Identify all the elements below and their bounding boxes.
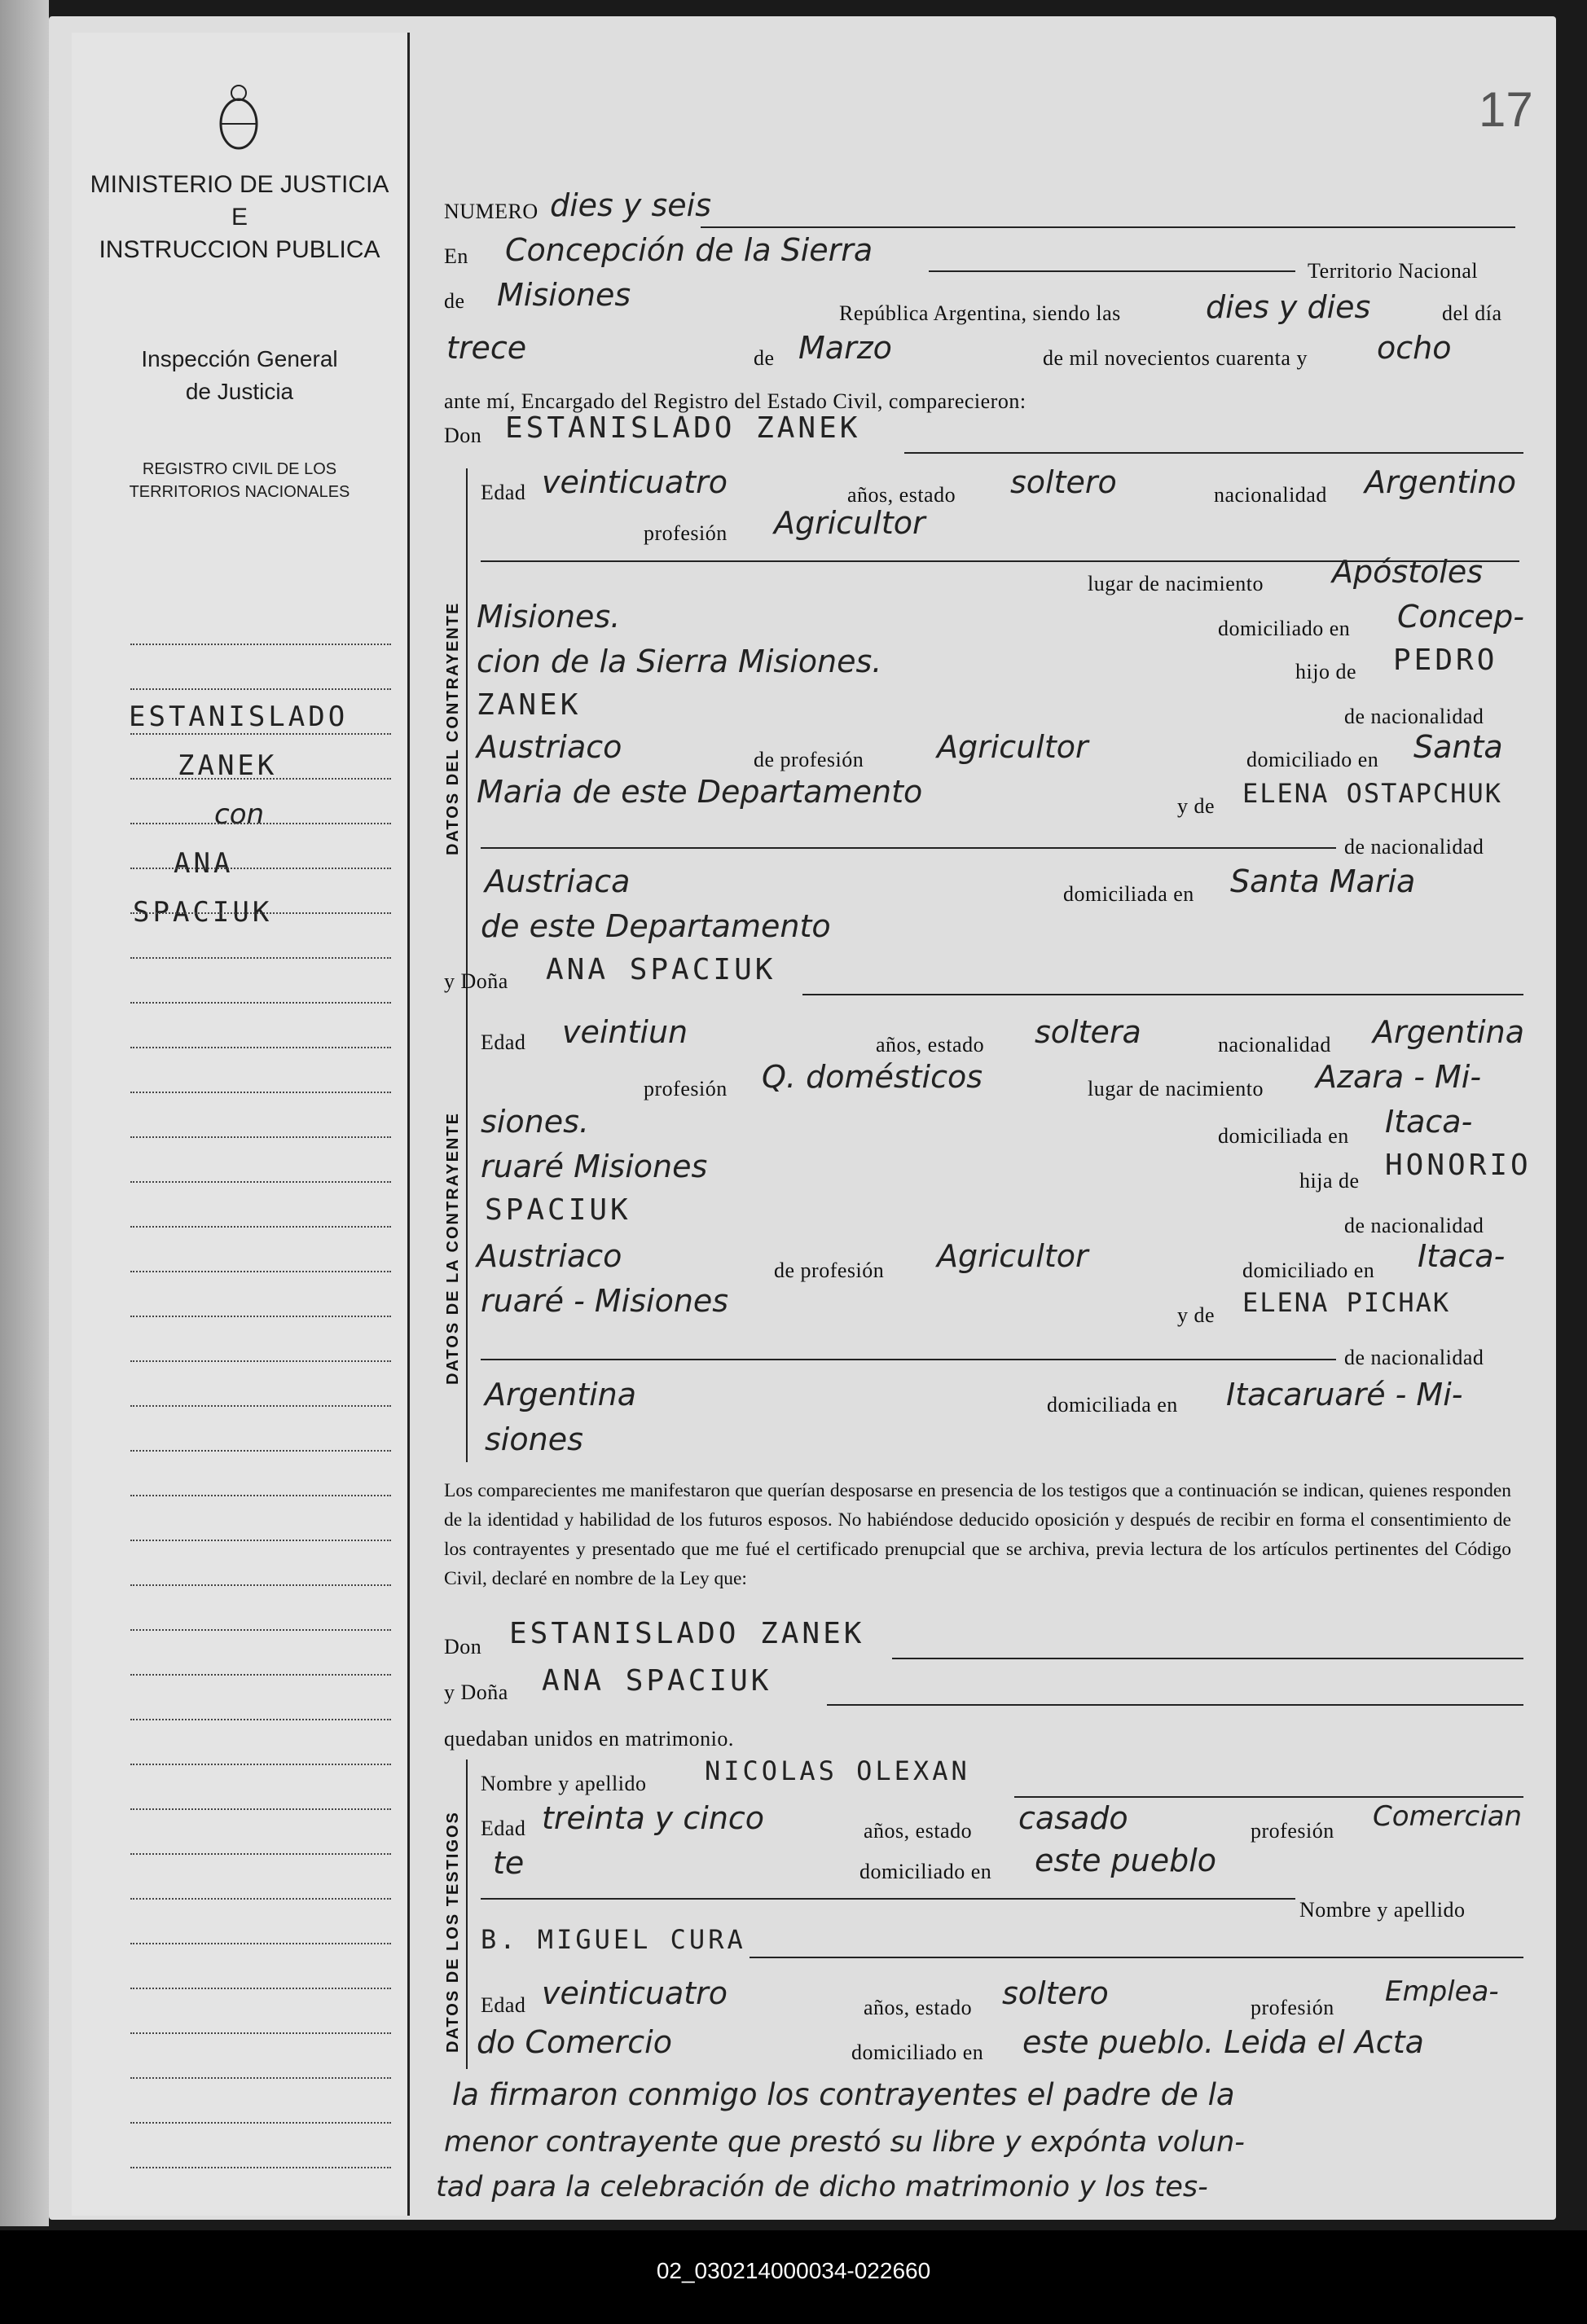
groom-dom-label: domiciliado en	[1218, 617, 1351, 640]
year-value: ocho	[1377, 330, 1452, 366]
margin-ruled-line	[130, 1719, 391, 1720]
bride-anos-label: años, estado	[876, 1033, 985, 1057]
year-label: de mil novecientos cuarenta y	[1043, 346, 1308, 370]
footer-id: 02_030214000034-022660	[0, 2230, 1587, 2324]
groom-mother: ELENA OSTAPCHUK	[1242, 778, 1502, 809]
bride-father-prof: Agricultor	[937, 1238, 1088, 1274]
inspection-line1: Inspección General	[141, 346, 338, 371]
dona-label-2: y Doña	[444, 1680, 508, 1704]
witness2-domicile: este pueblo. Leida el Acta	[1022, 2024, 1424, 2060]
bride-edad-label: Edad	[481, 1030, 526, 1054]
witness1-prof-label: profesión	[1251, 1819, 1334, 1843]
margin-note-line2: ZANEK	[178, 749, 278, 782]
bride-nationality: Argentina	[1373, 1014, 1525, 1050]
groom-domicile: Concep-	[1397, 599, 1524, 635]
groom-edad-label: Edad	[481, 481, 526, 504]
witness2-nombre-label: Nombre y apellido	[1299, 1898, 1466, 1922]
margin-ruled-line	[130, 1092, 391, 1093]
witness1-anos-label: años, estado	[864, 1819, 973, 1843]
groom-father: PEDRO	[1393, 644, 1498, 677]
groom-mother-nat-label: de nacionalidad	[1344, 835, 1484, 859]
dona-label: y Doña	[444, 969, 508, 993]
witness2-profession: Emplea-	[1385, 1975, 1499, 2008]
margin-ruled-line	[130, 2032, 391, 2034]
bride-mother-dom: Itacaruaré - Mi-	[1226, 1377, 1463, 1412]
margin-ruled-line	[130, 2122, 391, 2124]
groom-profession: Agricultor	[774, 505, 925, 541]
ministry-line1: MINISTERIO DE JUSTICIA	[90, 171, 389, 198]
groom-hijo-label: hijo de	[1295, 660, 1356, 683]
groom-father2: ZANEK	[477, 688, 582, 722]
margin-note-line5: SPACIUK	[133, 896, 273, 929]
margin-ruled-line	[130, 868, 391, 869]
margin-ruled-line	[130, 1629, 391, 1631]
bride-father2: SPACIUK	[485, 1193, 631, 1227]
margin-ruled-line	[130, 2077, 391, 2079]
month-value: Marzo	[798, 330, 892, 366]
ministry-line3: INSTRUCCION PUBLICA	[99, 236, 380, 263]
inspection-line2: de Justicia	[185, 379, 294, 404]
quedaban-label: quedaban unidos en matrimonio.	[444, 1727, 734, 1751]
groom-status: soltero	[1010, 464, 1117, 500]
territory-value: Misiones	[497, 277, 631, 313]
groom-domicile2: cion de la Sierra Misiones.	[477, 644, 882, 679]
registry-line1: REGISTRO CIVIL DE LOS	[142, 460, 337, 478]
groom-mother-label: y de	[1177, 794, 1216, 818]
witness2-status: soltero	[1002, 1975, 1109, 2011]
margin-ruled-line	[130, 778, 391, 780]
bride-mother-nat: Argentina	[485, 1377, 637, 1412]
hour-value: dies y dies	[1206, 289, 1371, 325]
groom-father-prof: Agricultor	[937, 729, 1088, 765]
bride-father-nat-label: de nacionalidad	[1344, 1214, 1484, 1237]
bride-profession: Q. domésticos	[762, 1059, 983, 1095]
witness2-prof-label: profesión	[1251, 1996, 1334, 2019]
margin-ruled-line	[130, 1674, 391, 1676]
margin-note-line4: ANA	[174, 847, 234, 880]
margin-ruled-line	[130, 1002, 391, 1004]
consent-paragraph: Los comparecientes me manifestaron que querían desposarse en presencia de los testigos que a continuación se indican, quienes responden de la identidad y habilidad de los futuros esposos. No habiéndose deducido oposición y después de recibir en forma el consentimiento de los contrayentes y presentado que me fué el certificado prenupcial que se archiva, previa lectura de los artículos pertinentes del Código Civil, declaré en nombre de la Ley que:	[444, 1480, 1511, 1589]
coat-of-arms-icon	[214, 81, 263, 155]
page-number: 17	[1479, 82, 1533, 137]
margin-ruled-line	[130, 733, 391, 735]
witness1-age: treinta y cinco	[542, 1800, 765, 1836]
bride-name-2: ANA SPACIUK	[542, 1664, 772, 1698]
bride-domicile: Itaca-	[1385, 1104, 1473, 1140]
witness2-age: veinticuatro	[542, 1975, 728, 2011]
groom-age: veinticuatro	[542, 464, 728, 500]
side-label-testigos: DATOS DE LOS TESTIGOS	[444, 1811, 462, 2053]
bride-birthplace2: siones.	[481, 1104, 589, 1140]
margin-ruled-line	[130, 1136, 391, 1138]
numero-label: NUMERO	[444, 200, 539, 223]
del-dia-label: del día	[1442, 301, 1502, 325]
groom-mother-dom2: de este Departamento	[481, 908, 831, 944]
bride-mother: ELENA PICHAK	[1242, 1287, 1451, 1318]
bride-name: ANA SPACIUK	[546, 953, 776, 986]
groom-mother-dom: Santa Maria	[1230, 863, 1416, 899]
groom-lugar-label: lugar de nacimiento	[1088, 572, 1264, 595]
groom-nat-label: nacionalidad	[1214, 483, 1327, 507]
groom-father-nat-label: de nacionalidad	[1344, 705, 1484, 728]
bride-father-nat: Austriaco	[477, 1238, 622, 1274]
bride-mother-dom2: siones	[485, 1421, 583, 1457]
ante-label: ante mí, Encargado del Registro del Estado Civil, comparecieron:	[444, 389, 1026, 413]
margin-ruled-line	[130, 1898, 391, 1900]
bride-birthplace: Azara - Mi-	[1316, 1059, 1482, 1095]
bride-father-prof-label: de profesión	[774, 1259, 885, 1282]
margin-ruled-line	[130, 1360, 391, 1362]
margin-ruled-line	[130, 1540, 391, 1541]
groom-name-2: ESTANISLADO ZANEK	[509, 1617, 865, 1650]
side-label-contrayente: DATOS DEL CONTRAYENTE	[444, 601, 462, 855]
groom-prof-label: profesión	[644, 521, 728, 545]
witness1-edad-label: Edad	[481, 1817, 526, 1840]
margin-ruled-line	[130, 1495, 391, 1496]
witness2-name: B. MIGUEL CURA	[481, 1924, 746, 1955]
groom-father-dom-label: domiciliado en	[1246, 748, 1379, 771]
republica-label: República Argentina, siendo las	[839, 301, 1121, 325]
margin-note-line1: ESTANISLADO	[129, 701, 349, 733]
registry-line2: TERRITORIOS NACIONALES	[129, 483, 350, 501]
margin-ruled-line	[130, 1047, 391, 1048]
witness1-nombre-label: Nombre y apellido	[481, 1772, 647, 1795]
bride-age: veintiun	[562, 1014, 688, 1050]
don-label-2: Don	[444, 1635, 482, 1658]
margin-ruled-line	[130, 1988, 391, 1989]
margin-ruled-line	[130, 1316, 391, 1317]
witness1-profession2: te	[493, 1845, 525, 1881]
groom-father-prof-label: de profesión	[754, 748, 864, 771]
bride-father-dom-label: domiciliado en	[1242, 1259, 1375, 1282]
territorio-label: Territorio Nacional	[1308, 259, 1479, 283]
margin-ruled-line	[130, 1764, 391, 1765]
bride-mother-nat-label: de nacionalidad	[1344, 1346, 1484, 1369]
bride-domicile2: ruaré Misiones	[481, 1149, 708, 1184]
witness1-dom-label: domiciliado en	[859, 1860, 992, 1883]
witness2-anos-label: años, estado	[864, 1996, 973, 2019]
groom-birthplace2: Misiones.	[477, 599, 621, 635]
groom-father-dom: Santa	[1413, 729, 1503, 765]
margin-ruled-line	[130, 644, 391, 645]
day-value: trece	[446, 330, 527, 366]
bride-nat-label: nacionalidad	[1218, 1033, 1331, 1057]
bride-lugar-label: lugar de nacimiento	[1088, 1077, 1264, 1100]
margin-note-line3: con	[214, 798, 265, 831]
ministry-line2: E	[231, 204, 248, 231]
witness1-name: NICOLAS OLEXAN	[705, 1755, 970, 1786]
groom-father-nat: Austriaco	[477, 729, 622, 765]
en-label: En	[444, 244, 468, 268]
witness2-edad-label: Edad	[481, 1993, 526, 2017]
bride-mother-label: y de	[1177, 1303, 1216, 1327]
margin-ruled-line	[130, 1405, 391, 1407]
witness2-profession2: do Comercio	[477, 2024, 672, 2060]
binder-edge	[0, 0, 49, 2226]
closing-line3: tad para la celebración de dicho matrimonio y los tes-	[436, 2171, 1208, 2203]
margin-ruled-line	[130, 1853, 391, 1855]
left-margin-column	[72, 33, 410, 2216]
margin-ruled-line	[130, 2167, 391, 2168]
margin-ruled-line	[130, 1584, 391, 1586]
margin-ruled-line	[130, 1808, 391, 1810]
groom-mother-dom-label: domiciliada en	[1063, 882, 1194, 906]
bride-father: HONORIO	[1385, 1149, 1532, 1182]
groom-birthplace: Apóstoles	[1332, 554, 1484, 590]
groom-nationality: Argentino	[1365, 464, 1516, 500]
margin-ruled-line	[130, 1181, 391, 1183]
margin-ruled-line	[130, 823, 391, 824]
bride-father-dom2: ruaré - Misiones	[481, 1283, 729, 1319]
closing-line2: menor contrayente que prestó su libre y expónta volun-	[444, 2126, 1245, 2159]
bride-father-dom: Itaca-	[1418, 1238, 1506, 1274]
witness1-domicile: este pueblo	[1035, 1843, 1217, 1878]
groom-father-dom2: Maria de este Departamento	[477, 774, 923, 810]
place-value: Concepción de la Sierra	[505, 232, 873, 268]
de-label: de	[444, 289, 465, 313]
bride-dom-label: domiciliada en	[1218, 1124, 1349, 1148]
month-prefix: de	[754, 346, 775, 370]
bride-mother-dom-label: domiciliada en	[1047, 1393, 1178, 1417]
bride-status: soltera	[1035, 1014, 1141, 1050]
margin-ruled-line	[130, 912, 391, 914]
margin-ruled-line	[130, 1450, 391, 1452]
closing-line1: la firmaron conmigo los contrayentes el padre de la	[452, 2077, 1235, 2112]
margin-ruled-line	[130, 688, 391, 690]
groom-anos-label: años, estado	[847, 483, 956, 507]
don-label: Don	[444, 424, 482, 447]
margin-ruled-line	[130, 1943, 391, 1944]
witness1-profession: Comercian	[1373, 1800, 1523, 1833]
margin-ruled-line	[130, 1226, 391, 1228]
witness1-status: casado	[1018, 1800, 1128, 1836]
witness2-dom-label: domiciliado en	[851, 2041, 984, 2064]
bride-prof-label: profesión	[644, 1077, 728, 1100]
bride-hija-label: hija de	[1299, 1169, 1360, 1193]
margin-ruled-line	[130, 957, 391, 959]
margin-ruled-line	[130, 1271, 391, 1272]
numero-value: dies y seis	[550, 187, 712, 223]
groom-name: ESTANISLADO ZANEK	[505, 411, 861, 445]
groom-mother-nat: Austriaca	[485, 863, 631, 899]
side-label-la-contrayente: DATOS DE LA CONTRAYENTE	[444, 1112, 462, 1385]
